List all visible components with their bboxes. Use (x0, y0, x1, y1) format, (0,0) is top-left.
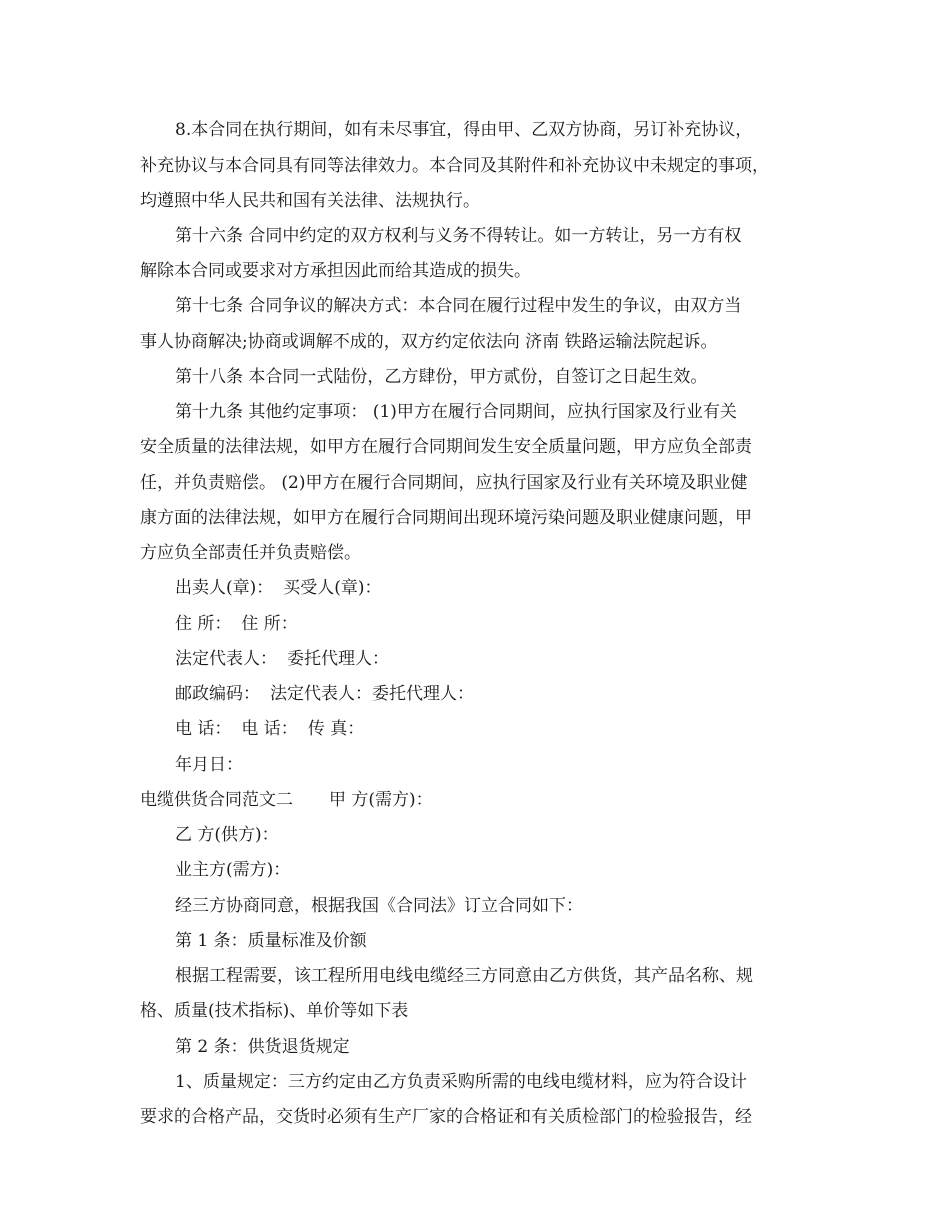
agent-label: 委托代理人： (287, 649, 389, 669)
article-1-title: 第 1 条：质量标准及价额 (175, 931, 367, 951)
paragraph-line: 补充协议与本合同具有同等法律效力。本合同及其附件和补充协议中未规定的事项， (140, 156, 769, 176)
article-19-line: 第十九条 其他约定事项： (1)甲方在履行合同期间，应执行国家及行业有关 (175, 402, 737, 422)
article-1-line: 根据工程需要，该工程所用电线电缆经三方同意由乙方供货，其产品名称、规 (175, 966, 753, 986)
seller-phone-label: 电 话： (175, 719, 232, 739)
party-a-label: 甲 方(需方)： (329, 790, 433, 810)
article-19-line: 康方面的法律法规，如甲方在履行合同期间出现环境污染问题及职业健康问题，甲 (140, 508, 752, 528)
party-b-label: 乙 方(供方)： (175, 825, 279, 845)
signature-phone (175, 717, 364, 741)
article-19-line: 方应负全部责任并负责赔偿。 (140, 543, 361, 563)
agent-label-2: 委托代理人： (372, 684, 474, 704)
seller-seal-label: 出卖人(章)： (175, 578, 274, 598)
paragraph-line: 均遵照中华人民共和国有关法律、法规执行。 (140, 191, 480, 211)
buyer-phone-label: 电 话： (241, 719, 298, 739)
article-19-line: 任，并负责赔偿。 (2)甲方在履行合同期间，应执行国家及行业有关环境及职业健 (140, 473, 748, 493)
signature-postal (175, 682, 474, 706)
article-18-line: 第十八条 本合同一式陆份，乙方肆份，甲方贰份，自签订之日起生效。 (175, 367, 708, 387)
article-2-line: 1、质量规定：三方约定由乙方负责采购所需的电线电缆材料，应为符合设计 (175, 1072, 747, 1092)
article-16-line: 解除本合同或要求对方承担因此而给其造成的损失。 (140, 261, 531, 281)
article-17-line: 事人协商解决;协商或调解不成的，双方约定依法向 济南 铁路运输法院起诉。 (140, 332, 718, 352)
signature-date: 年月日： (175, 755, 243, 775)
article-17-line: 第十七条 合同争议的解决方式：本合同在履行过程中发生的争议，由双方当 (175, 296, 742, 316)
seller-address-label: 住 所： (175, 614, 232, 634)
fax-label: 传 真： (307, 719, 365, 739)
legal-rep-label: 法定代表人： (175, 649, 277, 669)
article-2-title: 第 2 条：供货退货规定 (175, 1037, 350, 1057)
second-contract-title: 电缆供货合同范文二 (140, 790, 293, 810)
article-16-line: 第十六条 合同中约定的双方权利与义务不得转让。如一方转让，另一方有权 (175, 226, 742, 246)
postal-code-label: 邮政编码： (175, 684, 260, 704)
contract-intro: 经三方协商同意，根据我国《合同法》订立合同如下： (175, 896, 583, 916)
article-1-line: 格、质量(技术指标)、单价等如下表 (140, 1001, 409, 1021)
paragraph-line: 8.本合同在执行期间，如有未尽事宜，得由甲、乙双方协商，另订补充协议， (175, 120, 753, 140)
signature-address (175, 612, 298, 636)
second-contract-heading (140, 788, 433, 812)
signature-seller-buyer (175, 576, 382, 600)
legal-rep-label-2: 法定代表人： (270, 684, 372, 704)
article-2-line: 要求的合格产品，交货时必须有生产厂家的合格证和有关质检部门的检验报告，经 (140, 1107, 752, 1127)
buyer-address-label: 住 所： (241, 614, 298, 634)
buyer-seal-label: 买受人(章)： (283, 578, 382, 598)
owner-party-label: 业主方(需方)： (175, 860, 291, 880)
article-19-line: 安全质量的法律法规，如甲方在履行合同期间发生安全质量问题，甲方应负全部责 (140, 437, 752, 457)
signature-representatives (175, 647, 389, 671)
